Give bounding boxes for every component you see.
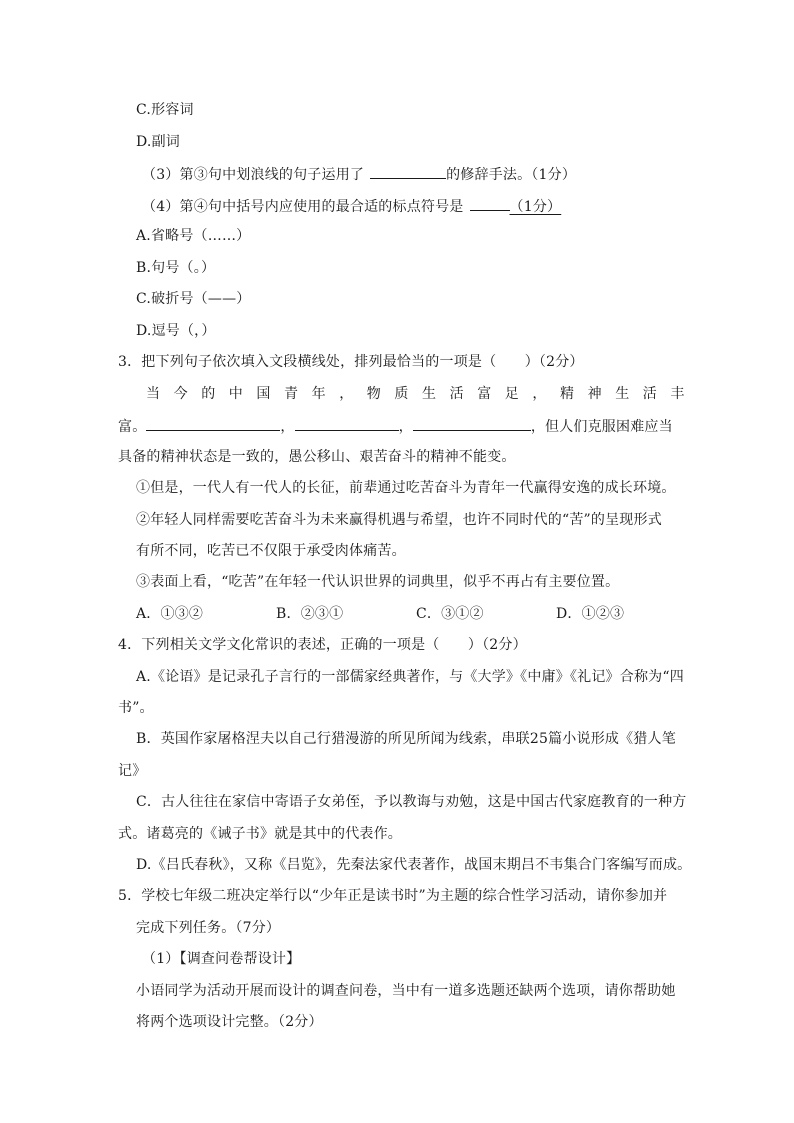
sentence-2: ②年轻人同样需要吃苦奋斗为未来赢得机遇与希望，也许不同时代的“苦”的呈现形式 bbox=[136, 512, 662, 528]
choices-row bbox=[136, 604, 624, 624]
question-3: 3．把下列句子依次填入文段横线处，排列最恰当的一项是（ ）（2分） bbox=[118, 354, 584, 370]
option-a-line-2: 书”。 bbox=[118, 700, 154, 716]
option-d-line: D.《吕氏春秋》，又称《吕览》，先秦法家代表著作，战国末期吕不韦集合门客编写而成。 bbox=[136, 857, 692, 873]
question-text: （4）第④句中括号内应使用的最合适的标点符号是 bbox=[142, 199, 464, 215]
option-c-line-2: 式。诸葛亮的《诫子书》就是其中的代表作。 bbox=[118, 826, 402, 842]
passage-line bbox=[118, 415, 673, 437]
task-1-title: （1）【调查问卷帮设计】 bbox=[142, 951, 301, 967]
option-c: C.破折号（——） bbox=[136, 291, 251, 307]
passage-line: 具备的精神状态是一致的，愚公移山、艰苦奋斗的精神不能变。 bbox=[118, 449, 516, 465]
option-c-adjective: C.形容词 bbox=[136, 102, 194, 118]
passage-text: ， bbox=[280, 419, 295, 435]
task-1-text-cont: 将两个选项设计完整。（2分） bbox=[136, 1014, 323, 1030]
answer-blank bbox=[413, 415, 531, 431]
sentence-1: ①但是，一代人有一代人的长征，前辈通过吃苦奋斗为青年一代赢得安逸的成长环境。 bbox=[136, 480, 676, 496]
passage-text: ， bbox=[398, 419, 413, 435]
answer-blank bbox=[370, 163, 446, 179]
option-b-line-2: 记》 bbox=[118, 763, 147, 779]
option-b: B.句号（。） bbox=[136, 260, 216, 276]
passage-line: 当今的中国青年，物质生活富足，精神生活丰 bbox=[146, 386, 698, 402]
question-5: 5．学校七年级二班决定举行以“少年正是读书时”为主题的综合性学习活动，请你参加并 bbox=[118, 888, 668, 904]
option-d-adverb: D.副词 bbox=[136, 134, 180, 150]
choice-c: C．③①② bbox=[416, 606, 484, 622]
passage-text: ，但人们克服困难应当 bbox=[530, 419, 673, 435]
choice-b: B．②③① bbox=[276, 606, 344, 622]
choice-a: A．①③② bbox=[136, 606, 204, 622]
question-text: 的修辞手法。（1分） bbox=[446, 167, 577, 183]
question-5-cont: 完成下列任务。（7分） bbox=[136, 920, 281, 936]
answer-blank bbox=[295, 415, 399, 431]
option-b-line-1: B．英国作家屠格涅夫以自己行猎漫游的所见所闻为线索，串联25篇小说形成《猎人笔 bbox=[136, 731, 676, 747]
option-c-line-1: C．古人往往在家信中寄语子女弟侄，予以教诲与劝勉，这是中国古代家庭教育的一种方 bbox=[136, 794, 687, 810]
question-3-sub bbox=[142, 163, 576, 185]
question-4-sub bbox=[142, 195, 561, 217]
option-d: D.逗号（，） bbox=[136, 323, 216, 339]
sentence-3: ③表面上看，“吃苦”在年轻一代认识世界的词典里，似乎不再占有主要位置。 bbox=[136, 574, 620, 590]
sentence-2-cont: 有所不同，吃苦已不仅限于承受肉体痛苦。 bbox=[136, 543, 406, 559]
option-a-line-1: A.《论语》是记录孔子言行的一部儒家经典著作，与《大学》《中庸》《礼记》合称为“四 bbox=[136, 669, 684, 685]
choice-d: D．①②③ bbox=[556, 606, 625, 622]
option-a: A.省略号（……） bbox=[136, 228, 251, 244]
passage-text: 富。 bbox=[118, 419, 147, 435]
score-note: （1分） bbox=[509, 199, 562, 215]
answer-blank bbox=[470, 195, 510, 211]
task-1-text: 小语同学为活动开展而设计的调查问卷，当中有一道多选题还缺两个选项，请你帮助她 bbox=[136, 983, 676, 999]
answer-blank bbox=[146, 415, 280, 431]
question-4: 4．下列相关文学文化常识的表述，正确的一项是（ ）（2分） bbox=[118, 637, 527, 653]
question-text: （3）第③句中划浪线的句子运用了 bbox=[142, 167, 365, 183]
